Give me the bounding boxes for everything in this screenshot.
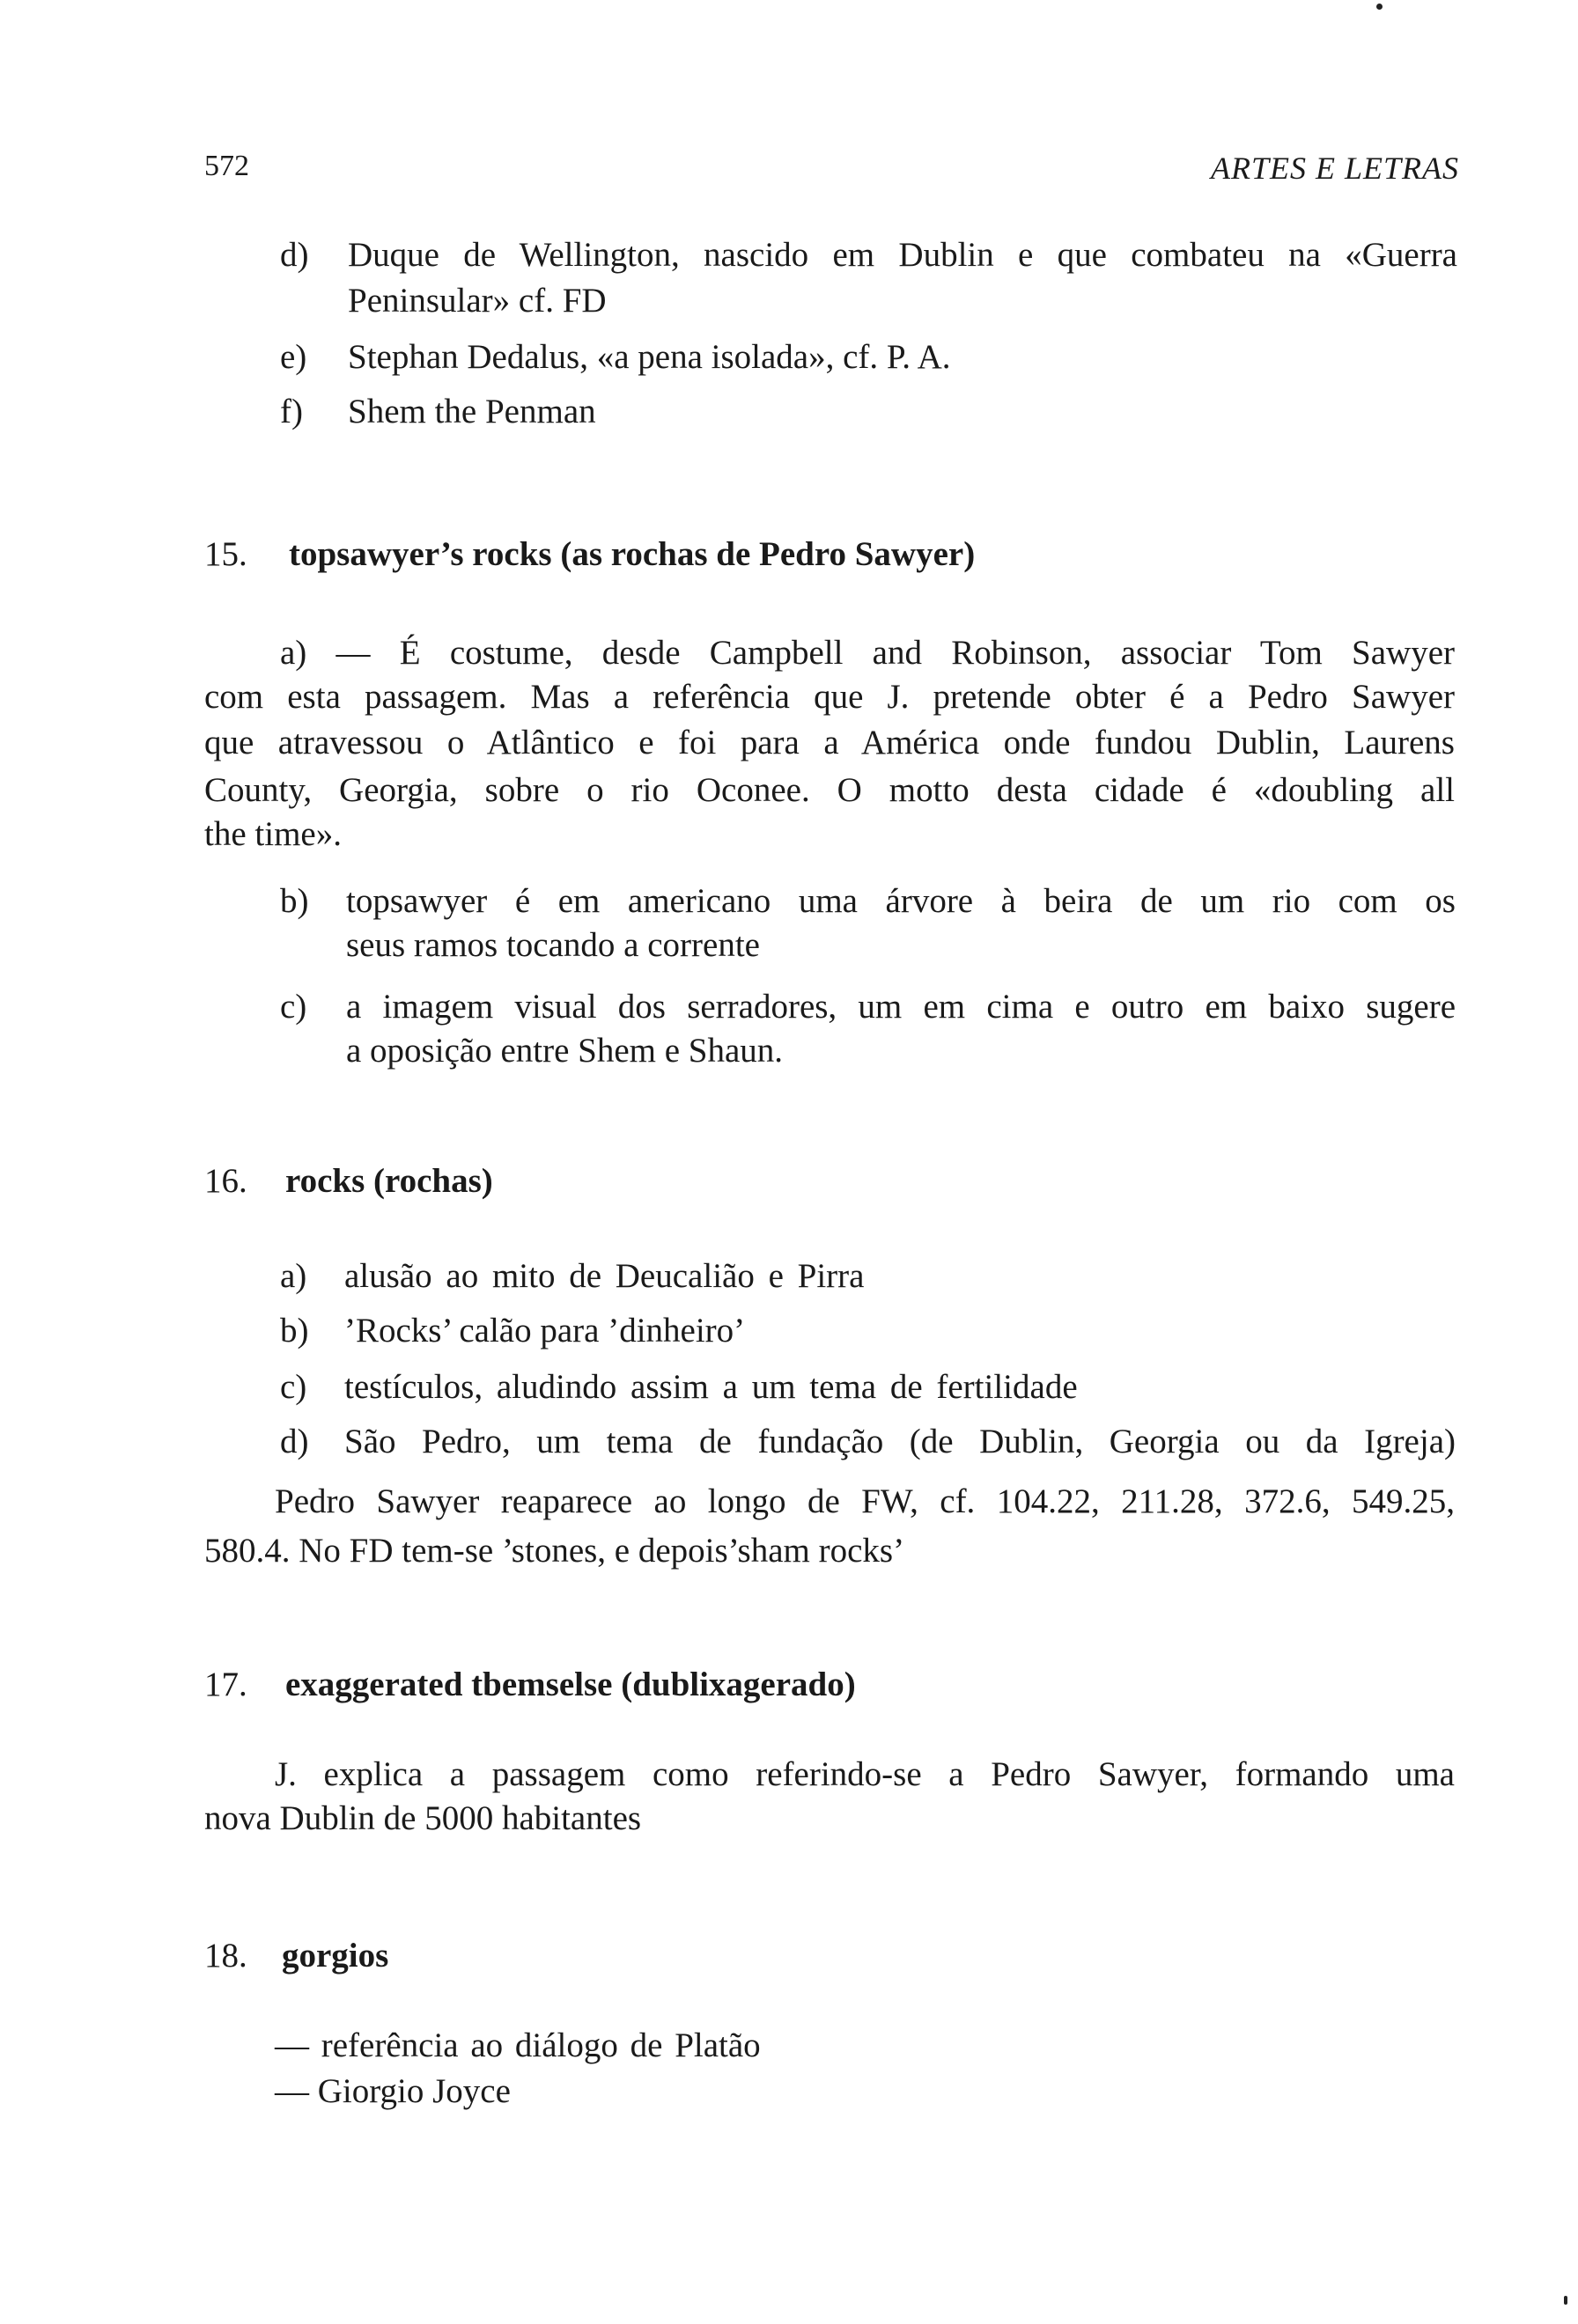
list-item-text: a oposição entre Shem e Shaun. [346,1032,784,1070]
paragraph-line: a) — É costume, desde Campbell and Robinson, associar Tom Sawyer [280,634,1455,672]
paragraph-line: the time». [204,815,342,853]
list-item-text: Peninsular» cf. FD [348,282,607,320]
section-number: 16. [204,1162,247,1200]
list-item-label: d) [280,1423,309,1460]
list-item-text: topsawyer é em americano uma árvore à beira de um rio com os [346,882,1456,920]
list-item-text: testículos, aludindo assim a um tema de fertilidade [344,1368,1078,1406]
scan-speck [1376,4,1383,10]
section-number: 15. [204,535,247,573]
list-item-text: Duque de Wellington, nascido em Dublin e que combateu na «Guerra [348,236,1457,274]
section-number: 18. [204,1937,247,1975]
list-item-text: alusão ao mito de Deucalião e Pirra [344,1257,865,1295]
section-title: rocks (rochas) [285,1162,493,1200]
paragraph-line: com esta passagem. Mas a referência que J. pretende obter é a Pedro Sawyer [204,678,1455,716]
list-item-label: d) [280,236,309,274]
paragraph-line: Pedro Sawyer reaparece ao longo de FW, cf. 104.22, 211.28, 372.6, 549.25, [275,1482,1455,1520]
paragraph-line: que atravessou o Atlântico e foi para a América onde fundou Dublin, Laurens [204,724,1455,761]
list-item-text: Stephan Dedalus, «a pena isolada», cf. P. A. [348,338,951,376]
page-number: 572 [204,150,249,182]
paragraph-line: J. explica a passagem como referindo-se a Pedro Sawyer, formando uma [275,1755,1455,1793]
list-item-text: Shem the Penman [348,393,596,430]
running-title: ARTES E LETRAS [1211,151,1459,186]
list-item-text: São Pedro, um tema de fundação (de Dublin, Georgia ou da Igreja) [344,1423,1456,1460]
list-item-label: b) [280,1312,309,1350]
paragraph-line: 580.4. No FD tem-se ’stones, e depois’sham rocks’ [204,1532,905,1570]
section-title: topsawyer’s rocks (as rochas de Pedro Sawyer) [289,535,976,573]
list-item-text: ’Rocks’ calão para ’dinheiro’ [344,1312,746,1350]
list-item-label: e) [280,338,307,376]
paragraph-line: nova Dublin de 5000 habitantes [204,1799,642,1837]
dash-list-item: — Giorgio Joyce [275,2072,511,2110]
list-item-text: seus ramos tocando a corrente [346,926,760,964]
section-title: gorgios [282,1937,389,1975]
list-item-label: a) [280,1257,307,1295]
list-item-label: b) [280,882,309,920]
list-item-label: c) [280,988,307,1026]
section-number: 17. [204,1666,247,1703]
paragraph-line: County, Georgia, sobre o rio Oconee. O motto desta cidade é «doubling all [204,771,1455,809]
list-item-label: c) [280,1368,307,1406]
dash-list-item: — referência ao diálogo de Platão [275,2026,761,2064]
list-item-text: a imagem visual dos serradores, um em cima e outro em baixo sugere [346,988,1456,1026]
list-item-label: f) [280,393,303,430]
section-title: exaggerated tbemselse (dublixagerado) [285,1666,856,1703]
scan-speck [1564,2296,1567,2305]
